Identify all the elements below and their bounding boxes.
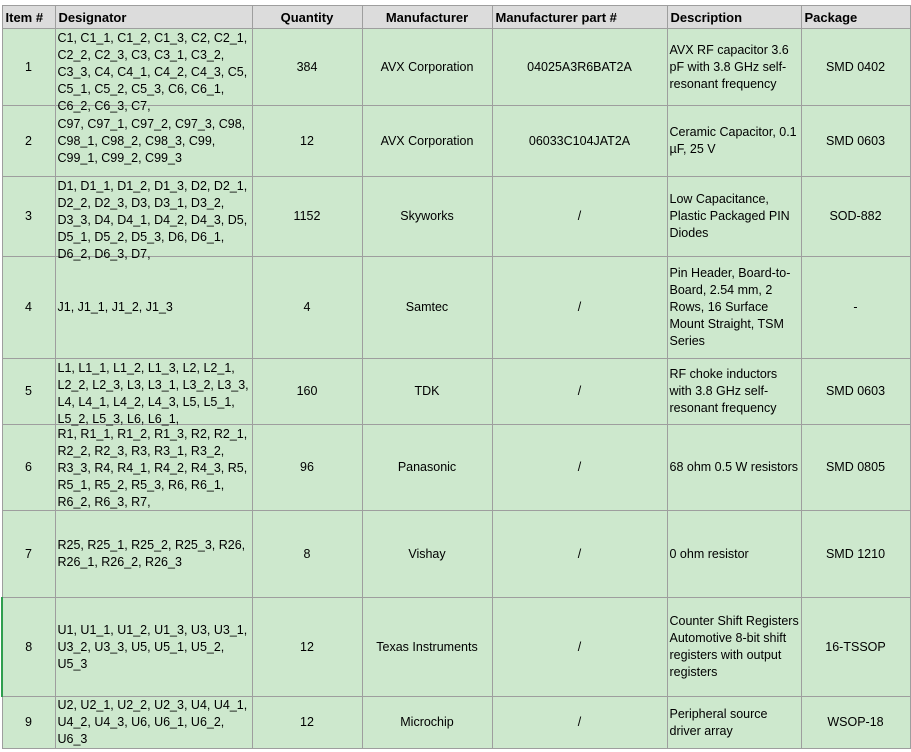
cell-designator[interactable]: J1, J1_1, J1_2, J1_3 — [55, 257, 252, 359]
cell-description[interactable]: AVX RF capacitor 3.6 pF with 3.8 GHz self-resonant frequency — [667, 29, 801, 106]
cell-part[interactable]: / — [492, 177, 667, 257]
cell-quantity[interactable]: 96 — [252, 425, 362, 511]
cell-part[interactable]: / — [492, 257, 667, 359]
cell-description[interactable]: Pin Header, Board-to-Board, 2.54 mm, 2 Rows, 16 Surface Mount Straight, TSM Series — [667, 257, 801, 359]
header-designator[interactable]: Designator — [55, 6, 252, 29]
cell-manufacturer[interactable]: Texas Instruments — [362, 598, 492, 697]
cell-package[interactable]: SMD 0402 — [801, 29, 910, 106]
cell-quantity[interactable]: 160 — [252, 359, 362, 425]
cell-package[interactable]: SMD 0603 — [801, 106, 910, 177]
cell-part[interactable]: / — [492, 425, 667, 511]
cell-manufacturer[interactable]: AVX Corporation — [362, 106, 492, 177]
cell-designator-text: L1, L1_1, L1_2, L1_3, L2, L2_1, L2_2, L2_3, L3, L3_1, L3_2, L3_3, L4, L4_1, L4_2, L4_3, L5, L5_1, L5_2, L5_3, L6, L6_1, — [57, 361, 249, 426]
cell-manufacturer[interactable]: AVX Corporation — [362, 29, 492, 106]
header-row — [2, 6, 910, 29]
table-row — [2, 425, 910, 511]
cell-part[interactable]: 04025A3R6BAT2A — [492, 29, 667, 106]
header-package[interactable]: Package — [801, 6, 910, 29]
cell-part[interactable]: 06033C104JAT2A — [492, 106, 667, 177]
cell-description[interactable]: Low Capacitance, Plastic Packaged PIN Diodes — [667, 177, 801, 257]
cell-part[interactable]: / — [492, 598, 667, 697]
cell-manufacturer[interactable]: Skyworks — [362, 177, 492, 257]
bom-table — [1, 5, 911, 749]
header-description[interactable]: Description — [667, 6, 801, 29]
table-row — [2, 106, 910, 177]
cell-designator[interactable]: R25, R25_1, R25_2, R25_3, R26, R26_1, R26_2, R26_3 — [55, 511, 252, 598]
cell-item[interactable]: 9 — [2, 697, 55, 749]
cell-item[interactable]: 2 — [2, 106, 55, 177]
cell-item[interactable]: 3 — [2, 177, 55, 257]
cell-description[interactable]: Peripheral source driver array — [667, 697, 801, 749]
cell-quantity[interactable]: 1152 — [252, 177, 362, 257]
cell-manufacturer[interactable]: Vishay — [362, 511, 492, 598]
cell-designator[interactable] — [55, 359, 252, 425]
table-row — [2, 511, 910, 598]
cell-manufacturer[interactable]: Panasonic — [362, 425, 492, 511]
cell-designator[interactable] — [55, 177, 252, 261]
cell-designator-text: D1, D1_1, D1_2, D1_3, D2, D2_1, D2_2, D2_3, D3, D3_1, D3_2, D3_3, D4, D4_1, D4_2, D4_3, D5, D5_1, D5_2, D5_3, D6, D6_1, D6_2, D6_3, D7, — [57, 179, 248, 261]
header-manufacturer[interactable]: Manufacturer — [362, 6, 492, 29]
cell-manufacturer[interactable]: Microchip — [362, 697, 492, 749]
cell-package[interactable]: 16-TSSOP — [801, 598, 910, 697]
cell-manufacturer[interactable]: TDK — [362, 359, 492, 425]
cell-quantity[interactable]: 12 — [252, 598, 362, 697]
cell-designator-text: R1, R1_1, R1_2, R1_3, R2, R2_1, R2_2, R2_3, R3, R3_1, R3_2, R3_3, R4, R4_1, R4_2, R4_3, R5, R5_1, R5_2, R5_3, R6, R6_1, R6_2, R6_3, R7, — [57, 427, 248, 509]
header-item[interactable]: Item # — [2, 6, 55, 29]
cell-description[interactable]: RF choke inductors with 3.8 GHz self-resonant frequency — [667, 359, 801, 425]
cell-package[interactable]: WSOP-18 — [801, 697, 910, 749]
cell-part[interactable]: / — [492, 359, 667, 425]
cell-quantity[interactable]: 384 — [252, 29, 362, 106]
cell-designator-text: C1, C1_1, C1_2, C1_3, C2, C2_1, C2_2, C2_3, C3, C3_1, C3_2, C3_3, C4, C4_1, C4_2, C4_3, C5, C5_1, C5_2, C5_3, C6, C6_1, C6_2, C6_3, C7, — [57, 31, 248, 113]
cell-designator[interactable] — [55, 425, 252, 511]
table-row — [2, 598, 910, 697]
table-row — [2, 359, 910, 425]
header-part[interactable]: Manufacturer part # — [492, 6, 667, 29]
cell-item[interactable]: 7 — [2, 511, 55, 598]
cell-item[interactable]: 8 — [2, 598, 55, 697]
table-row — [2, 29, 910, 106]
cell-description[interactable]: 0 ohm resistor — [667, 511, 801, 598]
cell-part[interactable]: / — [492, 511, 667, 598]
cell-description[interactable]: Counter Shift Registers Automotive 8-bit shift registers with output registers — [667, 598, 801, 697]
cell-manufacturer[interactable]: Samtec — [362, 257, 492, 359]
cell-item[interactable]: 6 — [2, 425, 55, 511]
cell-description[interactable]: Ceramic Capacitor, 0.1 µF, 25 V — [667, 106, 801, 177]
cell-quantity[interactable]: 12 — [252, 697, 362, 749]
cell-package[interactable]: SMD 0603 — [801, 359, 910, 425]
cell-designator[interactable] — [55, 29, 252, 113]
cell-package[interactable]: SOD-882 — [801, 177, 910, 257]
cell-quantity[interactable]: 4 — [252, 257, 362, 359]
cell-item[interactable]: 4 — [2, 257, 55, 359]
cell-quantity[interactable]: 8 — [252, 511, 362, 598]
cell-package[interactable]: - — [801, 257, 910, 359]
table-row — [2, 177, 910, 257]
table-row — [2, 697, 910, 749]
header-quantity[interactable]: Quantity — [252, 6, 362, 29]
cell-designator[interactable]: C97, C97_1, C97_2, C97_3, C98, C98_1, C98_2, C98_3, C99, C99_1, C99_2, C99_3 — [55, 106, 252, 177]
cell-item[interactable]: 1 — [2, 29, 55, 106]
cell-description[interactable]: 68 ohm 0.5 W resistors — [667, 425, 801, 511]
cell-package[interactable]: SMD 1210 — [801, 511, 910, 598]
cell-item[interactable]: 5 — [2, 359, 55, 425]
table-row — [2, 257, 910, 359]
cell-designator[interactable]: U1, U1_1, U1_2, U1_3, U3, U3_1, U3_2, U3_3, U5, U5_1, U5_2, U5_3 — [55, 598, 252, 697]
cell-designator[interactable]: U2, U2_1, U2_2, U2_3, U4, U4_1, U4_2, U4_3, U6, U6_1, U6_2, U6_3 — [55, 697, 252, 749]
cell-quantity[interactable]: 12 — [252, 106, 362, 177]
cell-part[interactable]: / — [492, 697, 667, 749]
cell-package[interactable]: SMD 0805 — [801, 425, 910, 511]
